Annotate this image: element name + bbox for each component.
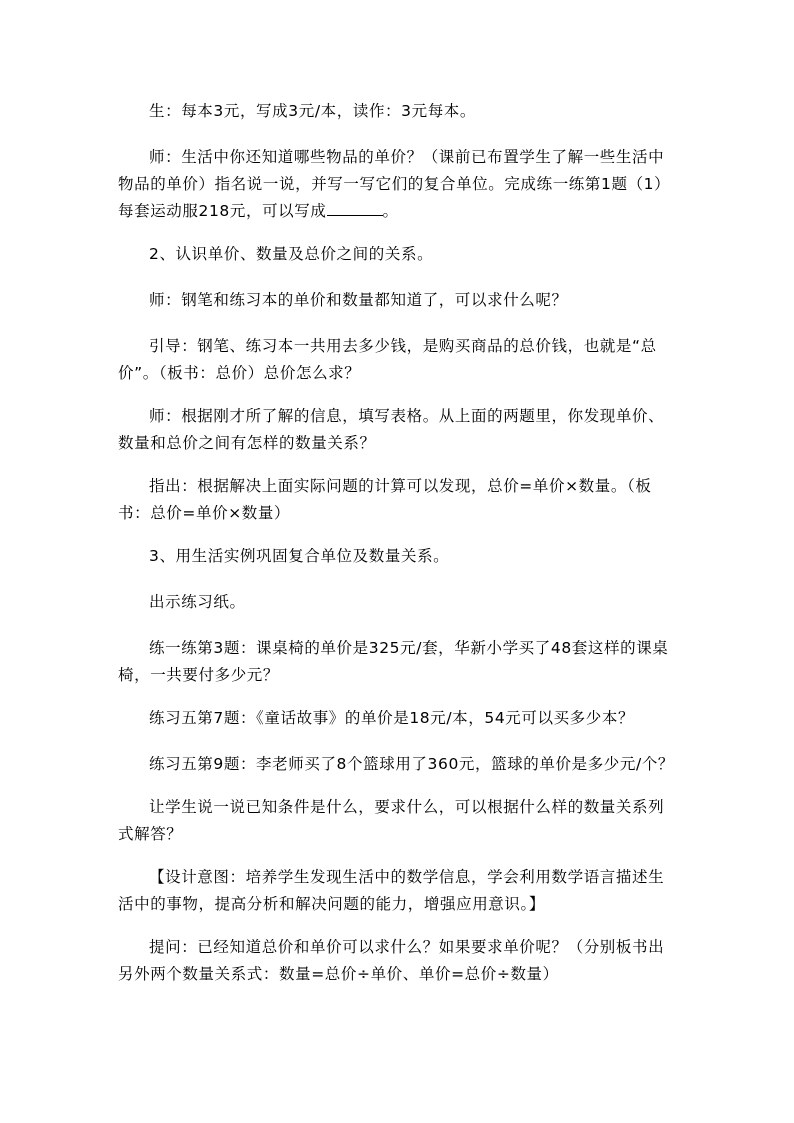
paragraph-student-answer: 生：每本3元，写成3元/本，读作：3元每本。 [149, 102, 477, 120]
paragraph-teacher-question-unit-price [118, 144, 678, 225]
fill-in-blank [327, 201, 383, 216]
paragraph-show-worksheet: 出示练习纸。 [149, 593, 246, 611]
paragraph-question-other-formulas: 提问：已经知道总价和单价可以求什么？如果要求单价呢？（分别板书出另外两个数量关系式：数量=总价÷单价、单价=总价÷数量） [118, 938, 665, 983]
paragraph-section-3-heading: 3、用生活实例巩固复合单位及数量关系。 [149, 547, 450, 565]
paragraph-exercise-3: 练一练第3题：课桌椅的单价是325元/套，华新小学买了48套这样的课桌椅，一共要付多少元？ [118, 639, 669, 684]
paragraph-section-2-heading: 2、认识单价、数量及总价之间的关系。 [149, 245, 434, 263]
document-body [118, 98, 678, 1004]
paragraph-exercise-5-9: 练习五第9题：李老师买了8个篮球用了360元，篮球的单价是多少元/个？ [149, 755, 675, 773]
paragraph-point-out-formula: 指出：根据解决上面实际问题的计算可以发现，总价=单价×数量。（板书：总价=单价×数量） [118, 477, 652, 522]
paragraph-teacher-what-to-find: 师：钢笔和练习本的单价和数量都知道了，可以求什么呢？ [149, 291, 568, 309]
paragraph-student-discussion: 让学生说一说已知条件是什么，要求什么，可以根据什么样的数量关系列式解答？ [118, 798, 665, 843]
paragraph-text-end: 。 [382, 202, 399, 220]
paragraph-guide-total-price: 引导：钢笔、练习本一共用去多少钱，是购买商品的总价钱，也就是“总价”。（板书：总价）总价怎么求？ [118, 337, 657, 382]
paragraph-text: 师：生活中你还知道哪些物品的单价？（课前已布置学生了解一些生活中物品的单价）指名说一说，并写一写它们的复合单位。完成练一练第1题（1）每套运动服218元，可以写成 [118, 148, 671, 220]
paragraph-design-intent: 【设计意图：培养学生发现生活中的数学信息，学会利用数学语言描述生活中的事物，提高分析和解决问题的能力，增强应用意识。】 [118, 868, 665, 913]
paragraph-exercise-5-7: 练习五第7题：《童话故事》的单价是18元/本，54元可以买多少本？ [149, 709, 635, 727]
paragraph-teacher-fill-table: 师：根据刚才所了解的信息，填写表格。从上面的两题里，你发现单价、数量和总价之间有怎样的数量关系？ [118, 407, 665, 452]
